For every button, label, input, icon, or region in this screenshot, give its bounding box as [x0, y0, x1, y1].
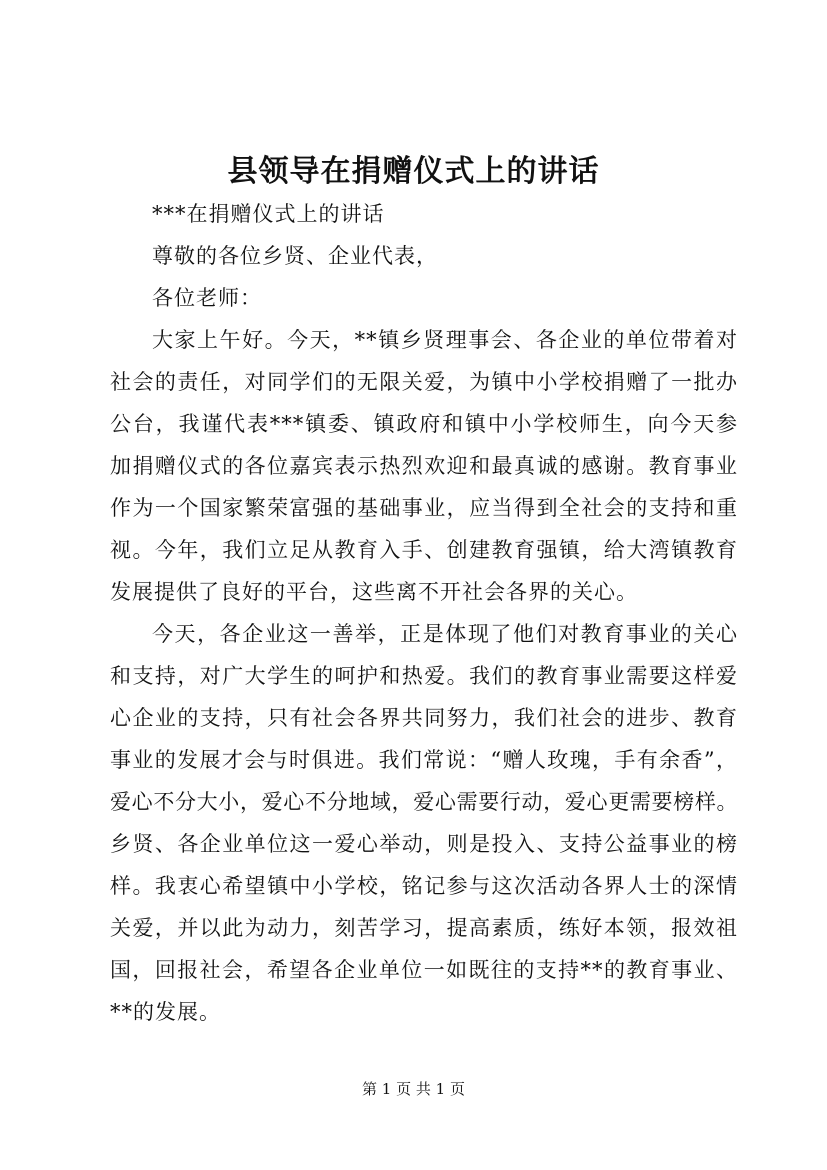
paragraph-line: 发展提供了良好的平台，这些离不开社会各界的关心。 [110, 580, 638, 604]
paragraph-line: 社会的责任，对同学们的无限关爱，为镇中小学校捐赠了一批办 [110, 370, 738, 394]
paragraph-line: 关爱，并以此为动力，刻苦学习，提高素质，练好本领，报效祖 [110, 916, 738, 940]
paragraph-line: 今天，各企业这一善举，正是体现了他们对教育事业的关心 [152, 622, 738, 646]
salutation-line: 各位老师： [152, 286, 262, 310]
paragraph-line: 乡贤、各企业单位这一爱心举动，则是投入、支持公益事业的榜 [110, 832, 738, 856]
document-title: 县领导在捐赠仪式上的讲话 [227, 154, 600, 189]
paragraph-line: 和支持，对广大学生的呵护和热爱。我们的教育事业需要这样爱 [110, 664, 738, 688]
salutation-line: 尊敬的各位乡贤、企业代表， [152, 244, 438, 268]
speech-heading: ***在捐赠仪式上的讲话 [152, 202, 385, 226]
paragraph-line: 视。今年，我们立足从教育入手、创建教育强镇，给大湾镇教育 [110, 538, 738, 562]
paragraph-line: 公台，我谨代表***镇委、镇政府和镇中小学校师生，向今天参 [110, 412, 738, 436]
paragraph-line: 爱心不分大小，爱心不分地域，爱心需要行动，爱心更需要榜样。 [110, 790, 738, 814]
page-footer: 第 1 页 共 1 页 [362, 1080, 465, 1098]
paragraph-line: 加捐赠仪式的各位嘉宾表示热烈欢迎和最真诚的感谢。教育事业 [110, 454, 738, 478]
paragraph-line: 心企业的支持，只有社会各界共同努力，我们社会的进步、教育 [110, 706, 738, 730]
paragraph-line: 大家上午好。今天，**镇乡贤理事会、各企业的单位带着对 [152, 328, 738, 352]
paragraph-line: 事业的发展才会与时俱进。我们常说：“赠人玫瑰，手有余香”， [110, 748, 738, 772]
paragraph-line: 样。我衷心希望镇中小学校，铭记参与这次活动各界人士的深情 [110, 874, 738, 898]
paragraph-line: **的发展。 [110, 1000, 221, 1024]
paragraph-line: 作为一个国家繁荣富强的基础事业，应当得到全社会的支持和重 [110, 496, 738, 520]
paragraph-line: 国，回报社会，希望各企业单位一如既往的支持**的教育事业、 [110, 958, 738, 982]
